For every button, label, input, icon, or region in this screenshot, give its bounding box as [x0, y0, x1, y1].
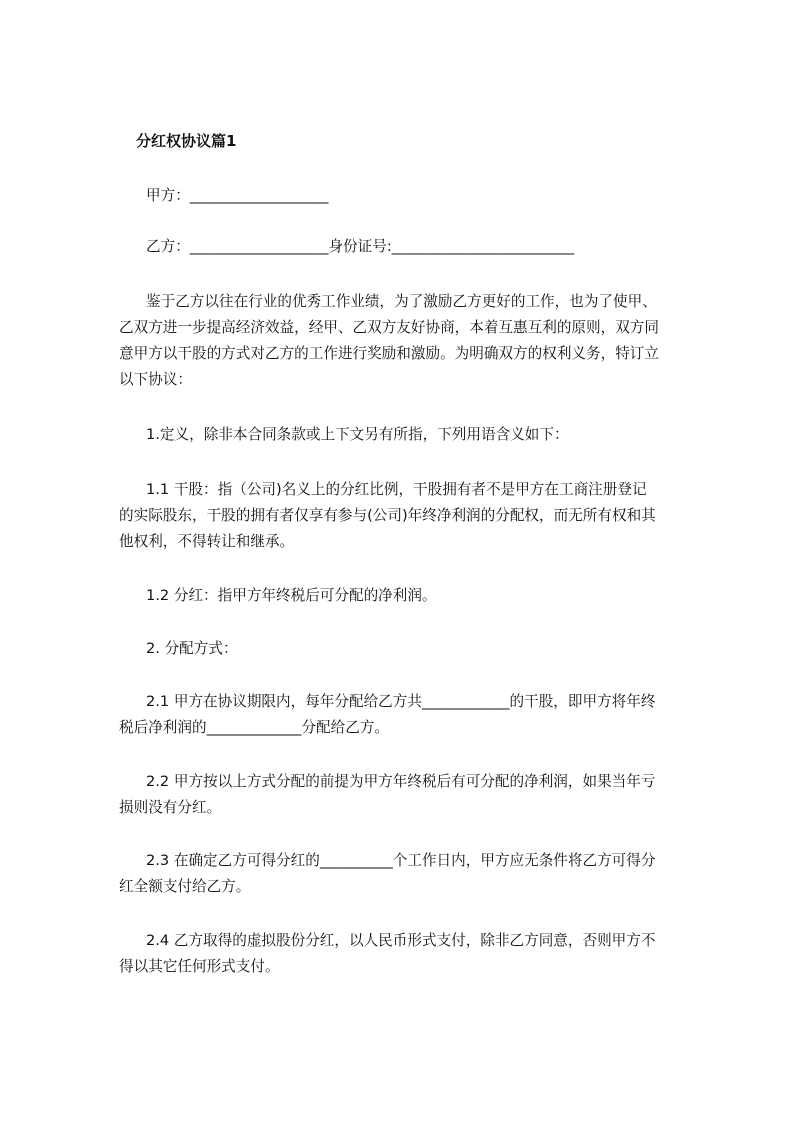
section-2-3-text-a: 2.3 在确定乙方可得分红的 — [146, 852, 320, 869]
intro-line-1: 鉴于乙方以往在行业的优秀工作业绩，为了激励乙方更好的工作，也为了使甲、 — [146, 293, 657, 310]
party-b-label: 乙方： — [146, 238, 190, 255]
section-1-1-line-1: 1.1 干股：指（公司)名义上的分红比例，干股拥有者不是甲方在工商注册登记 — [146, 481, 647, 498]
section-2-3-line-1 — [146, 851, 722, 871]
section-1-heading: 1.定义，除非本合同条款或上下文另有所指，下列用语含义如下： — [146, 426, 569, 443]
section-2-4-line-1: 2.4 乙方取得的虚拟股份分红，以人民币形式支付，除非乙方同意，否则甲方不 — [146, 932, 656, 949]
id-number-blank: _________________________ — [391, 238, 575, 255]
intro-line-4: 以下协议： — [119, 371, 192, 388]
section-2-1-text-c: 税后净利润的 — [119, 719, 207, 736]
workday-count-blank: __________ — [319, 852, 393, 869]
section-1-1-line-3: 他权利，不得转让和继承。 — [119, 533, 295, 550]
section-1-1-line-2: 的实际股东，干股的拥有者仅享有参与(公司)年终净利润的分配权，而无所有权和其 — [119, 507, 656, 524]
section-2-1-line-2 — [119, 718, 695, 738]
intro-line-2: 乙双方进一步提高经济效益，经甲、乙双方友好协商，本着互惠互利的原则，双方同 — [119, 319, 659, 336]
id-number-label: 身份证号: — [328, 238, 392, 255]
party-b-line — [146, 237, 722, 257]
section-2-4-line-2: 得以其它任何形式支付。 — [119, 958, 280, 975]
section-2-1-line-1 — [146, 692, 722, 712]
party-a-blank: ___________________ — [189, 187, 329, 204]
section-2-1-text-b: 的干股，即甲方将年终 — [509, 693, 656, 710]
section-2-1-text-d: 分配给乙方。 — [301, 719, 390, 736]
section-2-1-text-a: 2.1 甲方在协议期限内，每年分配给乙方共 — [146, 693, 422, 710]
intro-line-3: 意甲方以干股的方式对乙方的工作进行奖励和激励。为明确双方的权利义务，特订立 — [119, 345, 659, 362]
profit-share-blank: _____________ — [206, 719, 302, 736]
section-2-3-line-2: 红全额支付给乙方。 — [119, 878, 251, 895]
section-2-2-line-1: 2.2 甲方按以上方式分配的前提为甲方年终税后有可分配的净利润，如果当年亏 — [146, 773, 656, 790]
section-2-2-line-2: 损则没有分红。 — [119, 799, 222, 816]
section-2-heading: 2. 分配方式： — [146, 640, 238, 657]
document-title: 分红权协议篇1 — [136, 132, 237, 150]
section-1-2: 1.2 分红：指甲方年终税后可分配的净利润。 — [146, 587, 437, 604]
party-a-line — [146, 186, 722, 206]
section-2-3-text-b: 个工作日内，甲方应无条件将乙方可得分 — [392, 852, 656, 869]
party-b-blank: ___________________ — [189, 238, 329, 255]
share-count-blank: ____________ — [421, 693, 510, 710]
party-a-label: 甲方： — [146, 187, 190, 204]
